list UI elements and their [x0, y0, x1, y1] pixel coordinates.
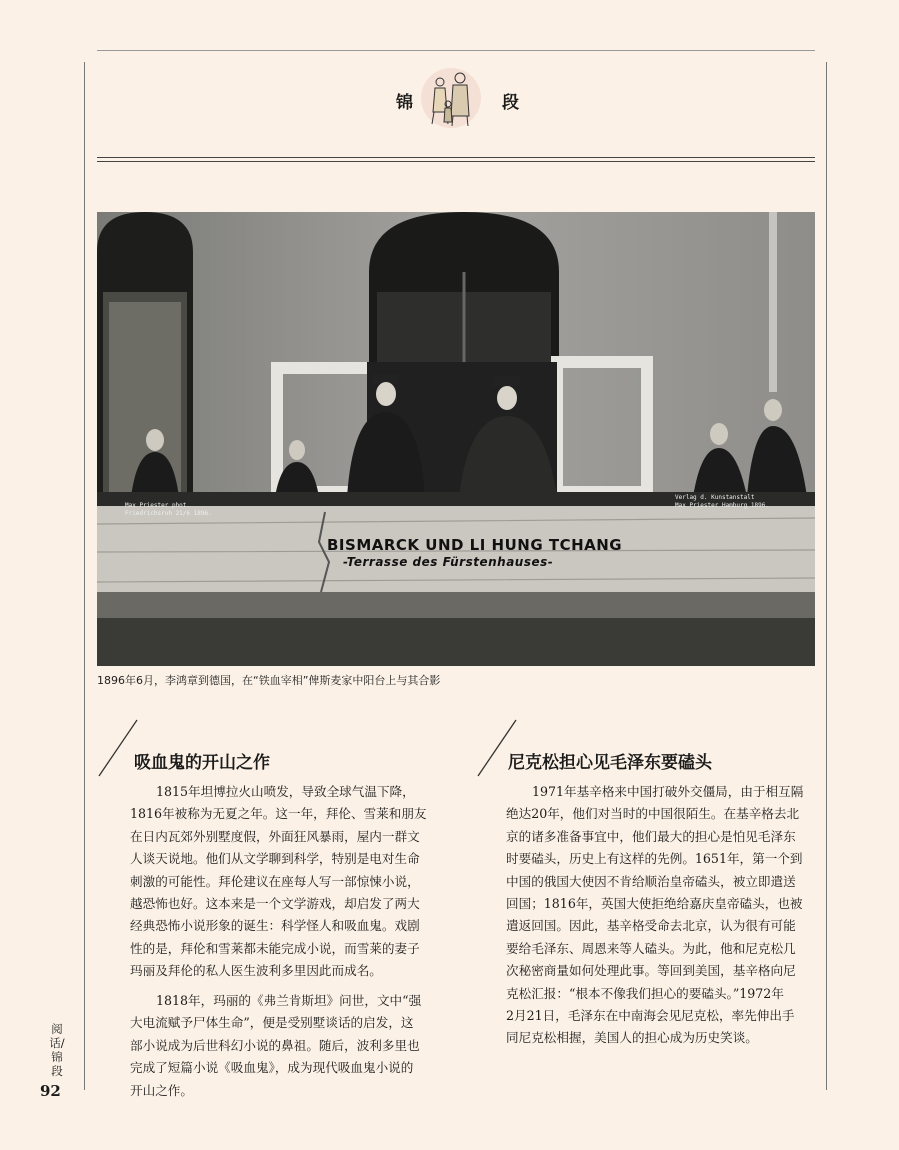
header-left-char: 锦: [396, 93, 413, 113]
text-line: 1818年，玛丽的《弗兰肯斯坦》问世，文中“强: [156, 993, 422, 1008]
text-line: 遣返回国。因此，基辛格受命去北京，认为很有可能: [506, 918, 796, 934]
right-article-para-1: [506, 781, 816, 1050]
figures-emblem: [420, 64, 482, 134]
text-line: 绝达20年，他们对当时的中国很陌生。在基辛格去北: [506, 806, 800, 822]
left-article-para-2: [130, 990, 440, 1102]
photo-sign-subtitle: -Terrasse des Fürstenhauses-: [343, 555, 554, 569]
left-article-title: 吸血鬼的开山之作: [134, 753, 270, 773]
text-line: 在日内瓦郊外别墅度假，外面狂风暴雨，屋内一群文: [130, 828, 420, 844]
text-line: 同尼克松相握，美国人的担心成为历史笑谈。: [506, 1030, 758, 1046]
right-margin-line: [826, 62, 827, 1090]
text-line: 京的诸多准备事宜中，他们最大的担心是怕见毛泽东: [506, 828, 796, 844]
text-line: 克松汇报：“根本不像我们担心的要磕头。”1972年: [506, 985, 784, 1001]
photo-illustration: [97, 212, 815, 666]
photo-credit-right-2: Max Priester Hamburg 1896.: [675, 502, 769, 509]
photo-credit-right-1: Verlag d. Kunstanstalt: [675, 494, 755, 501]
photo-credit-left-2: Friedrichsruh 21/6 1896.: [125, 510, 212, 517]
top-rule: [97, 50, 815, 51]
header-double-rule-2: [97, 161, 815, 162]
text-line: 2月21日，毛泽东在中南海会见尼克松，率先伸出手: [506, 1008, 795, 1024]
photo-credit-left-1: Max Priester phot.: [125, 502, 191, 509]
text-line: 完成了短篇小说《吸血鬼》，成为现代吸血鬼小说的: [130, 1060, 414, 1076]
photo-sign-title: BISMARCK UND LI HUNG TCHANG: [327, 536, 623, 554]
photo-caption: 1896年6月，李鸿章到德国，在“铁血宰相”俾斯麦家中阳台上与其合影: [97, 674, 441, 687]
text-line: 1971年基辛格来中国打破外交僵局，由于相互隔: [532, 784, 804, 799]
text-line: 开山之作。: [130, 1082, 193, 1098]
text-line: 大电流赋予尸体生命”，便是受别墅谈话的启发，这: [130, 1015, 414, 1031]
section-side-label: 阅话/锦段: [49, 1022, 65, 1078]
historical-photo: [97, 212, 815, 666]
header-double-rule-1: [97, 157, 815, 158]
page-number: 92: [40, 1082, 61, 1100]
text-line: 玛丽及拜伦的私人医生波利多里因此而成名。: [130, 963, 382, 979]
text-line: 刺激的可能性。拜伦建议在座每人写一部惊悚小说，: [130, 873, 420, 889]
text-line: 要给毛泽东、周恩来等人磕头。为此，他和尼克松几: [506, 940, 796, 956]
text-line: 1815年坦博拉火山喷发，导致全球气温下降，: [156, 784, 415, 799]
text-line: 人谈天说地。他们从文学聊到科学，特别是电对生命: [130, 851, 420, 867]
header-right-char: 段: [502, 93, 519, 113]
left-article-para-1: [130, 781, 440, 983]
text-line: 部小说成为后世科幻小说的鼻祖。随后，波利多里也: [130, 1037, 420, 1053]
text-line: 时要磕头，历史上有这样的先例。1651年，第一个到: [506, 851, 803, 867]
text-line: 次秘密商量如何处理此事。等回到美国，基辛格向尼: [506, 963, 796, 979]
text-line: 1816年被称为无夏之年。这一年，拜伦、雪莱和朋友: [130, 806, 427, 822]
text-line: 回国；1816年，英国大使拒绝给嘉庆皇帝磕头，也被: [506, 896, 803, 912]
right-article-title: 尼克松担心见毛泽东要磕头: [508, 753, 712, 773]
text-line: 越恐怖也好。这本来是一个文学游戏，却启发了两大: [130, 896, 420, 912]
left-margin-line: [84, 62, 85, 1090]
text-line: 性的是，拜伦和雪莱都未能完成小说，而雪莱的妻子: [130, 940, 420, 956]
text-line: 中国的俄国大使因不肯给顺治皇帝磕头，被立即遣送: [506, 873, 796, 889]
text-line: 经典恐怖小说形象的诞生：科学怪人和吸血鬼。戏剧: [130, 918, 420, 934]
